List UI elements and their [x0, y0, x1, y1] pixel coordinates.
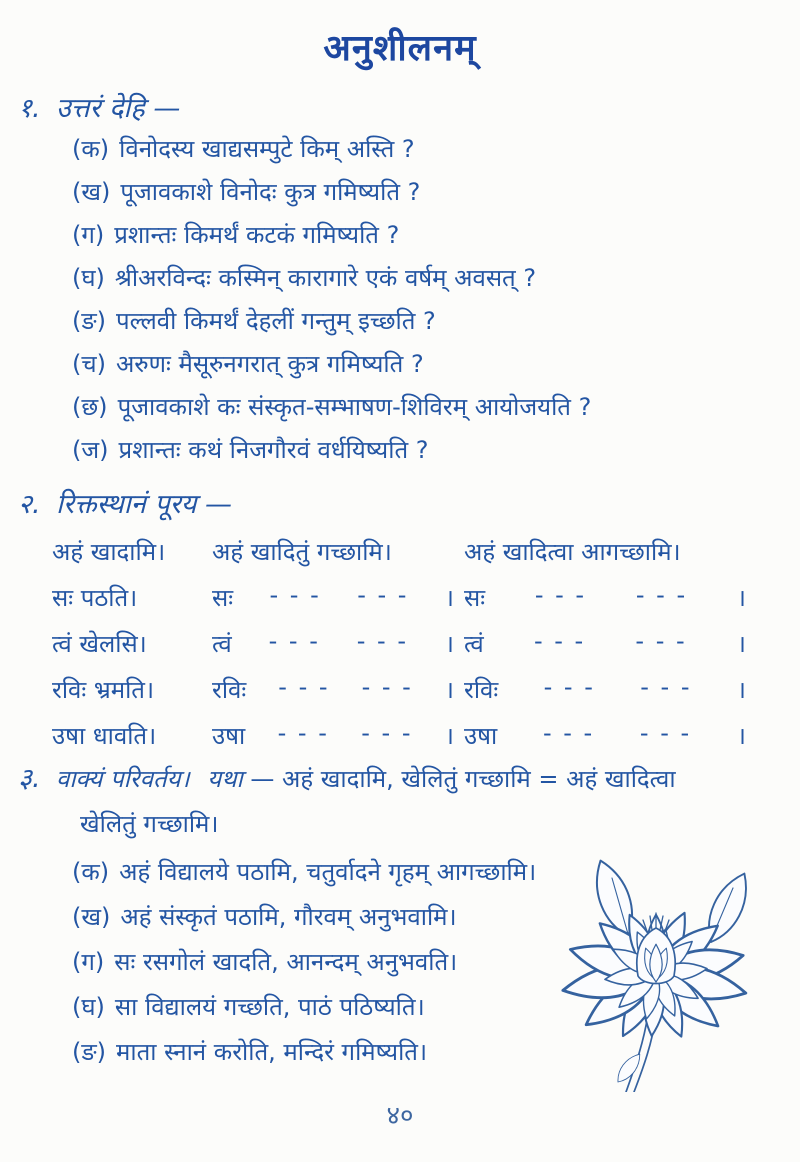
item-marker: (ङ): [72, 1038, 107, 1066]
row-subject: रविः: [464, 676, 499, 704]
question-item-1d: [72, 264, 800, 292]
danda-mark: ।: [444, 630, 454, 658]
page-title: अनुशीलनम्: [323, 28, 477, 69]
table-row-full: रविः भ्रमति।: [52, 676, 155, 704]
item-marker: (ख): [72, 178, 111, 206]
question-item-1f: [72, 350, 800, 378]
item-marker: (क): [72, 135, 110, 163]
section-answer-questions: [0, 88, 800, 479]
blank-dashes[interactable]: - - -: [534, 581, 587, 609]
blank-dashes[interactable]: - - -: [278, 673, 330, 701]
danda-mark: ।: [736, 630, 746, 658]
blank-dashes[interactable]: - - -: [356, 627, 408, 655]
blank-dashes[interactable]: - - -: [542, 719, 595, 747]
item-marker: (ख): [72, 903, 111, 931]
item-marker: (च): [72, 350, 106, 378]
table-row-blank: [212, 581, 464, 614]
item-text: अहं संस्कृतं पठामि, गौरवम् अनुभवामि।: [120, 903, 457, 931]
item-text: प्रशान्तः कथं निजगौरवं वर्धयिष्यति ?: [118, 436, 429, 464]
row-subject: सः: [464, 584, 486, 612]
table-header-col2: अहं खादितुं गच्छामि।: [212, 538, 392, 566]
section-1-heading: [0, 88, 800, 125]
item-text: पूजावकाशे विनोदः कुत्र गमिष्यति ?: [120, 178, 421, 206]
section-2-heading: [0, 484, 800, 521]
blank-dashes[interactable]: - - -: [269, 581, 321, 609]
section-3-number: ३.: [18, 763, 41, 794]
example-label: यथा: [207, 765, 243, 793]
row-subject: उषा: [212, 722, 246, 750]
dahlia-flower-illustration: [506, 856, 800, 1092]
item-marker: (घ): [72, 264, 105, 292]
table-row-blank: [464, 673, 756, 706]
section-2-title: रिक्तस्थानं पूरय —: [56, 489, 232, 520]
row-subject: उषा: [464, 722, 498, 750]
table-row-blank: [212, 719, 464, 752]
section-3-line: [56, 762, 676, 795]
table-row-blank: [464, 719, 756, 752]
blank-dashes[interactable]: - - -: [361, 719, 413, 747]
item-text: सः रसगोलं खादति, आनन्दम् अनुभवति।: [114, 948, 458, 976]
blank-dashes[interactable]: - - -: [639, 719, 692, 747]
item-marker: (ङ): [72, 307, 107, 335]
blank-dashes[interactable]: - - -: [268, 627, 320, 655]
row-subject: त्वं: [464, 630, 484, 658]
item-text: विनोदस्य खाद्यसम्पुटे किम् अस्ति ?: [119, 135, 415, 163]
danda-mark: ।: [444, 584, 454, 612]
table-row-full: सः पठति।: [52, 584, 138, 612]
row-subject: त्वं: [212, 630, 232, 658]
blank-dashes[interactable]: - - -: [533, 627, 586, 655]
question-item-1h: [72, 436, 800, 464]
item-marker: (घ): [72, 993, 105, 1021]
item-marker: (ज): [72, 436, 109, 464]
item-text: पल्लवी किमर्थं देहलीं गन्तुम् इच्छति ?: [116, 307, 436, 335]
question-item-1c: [72, 221, 800, 249]
section-fill-blanks: [0, 484, 800, 752]
table-row-blank: [212, 627, 464, 660]
section-1-number: १.: [18, 93, 41, 124]
example-text-line2: खेलितुं गच्छामि।: [80, 810, 219, 838]
danda-mark: ।: [736, 722, 746, 750]
fill-blanks-table: [52, 535, 800, 752]
question-list-1: [0, 135, 800, 464]
page-number: ४०: [386, 1101, 414, 1131]
danda-mark: ।: [444, 676, 454, 704]
question-item-1a: [72, 135, 800, 163]
row-subject: सः: [212, 584, 234, 612]
table-header-col3: अहं खादित्वा आगच्छामि।: [464, 538, 681, 566]
blank-dashes[interactable]: - - -: [640, 673, 692, 701]
table-header-col1: अहं खादामि।: [52, 538, 166, 566]
item-text: माता स्नानं करोति, मन्दिरं गमिष्यति।: [116, 1038, 428, 1066]
example-text: — अहं खादामि, खेलितुं गच्छामि = अहं खादित्वा: [250, 765, 676, 793]
blank-dashes[interactable]: - - -: [277, 719, 329, 747]
danda-mark: ।: [736, 584, 746, 612]
item-marker: (क): [72, 858, 110, 886]
blank-dashes[interactable]: - - -: [635, 581, 688, 609]
table-row-full: उषा धावति।: [52, 722, 157, 750]
section-1-title: उत्तरं देहि —: [56, 93, 181, 124]
danda-mark: ।: [736, 676, 746, 704]
question-item-1b: [72, 178, 800, 206]
row-subject: रविः: [212, 676, 247, 704]
question-item-1g: [72, 393, 800, 421]
item-text: अहं विद्यालये पठामि, चतुर्वादने गृहम् आगच्छामि।: [119, 858, 537, 886]
table-row-full: त्वं खेलसि।: [52, 630, 147, 658]
item-text: अरुणः मैसूरुनगरात् कुत्र गमिष्यति ?: [115, 350, 424, 378]
item-text: श्रीअरविन्दः कस्मिन् कारागारे एकं वर्षम् अवसत् ?: [114, 264, 537, 292]
table-row-blank: [212, 673, 464, 706]
section-3-heading: [0, 758, 800, 795]
blank-dashes[interactable]: - - -: [361, 673, 413, 701]
question-item-1e: [72, 307, 800, 335]
item-marker: (छ): [72, 393, 108, 421]
blank-dashes[interactable]: - - -: [635, 627, 687, 655]
table-row-blank: [464, 627, 756, 660]
section-3-title: वाक्यं परिवर्तय।: [56, 765, 190, 793]
blank-dashes[interactable]: - - -: [543, 673, 595, 701]
danda-mark: ।: [444, 722, 454, 750]
blank-dashes[interactable]: - - -: [357, 581, 409, 609]
item-text: प्रशान्तः किमर्थं कटकं गमिष्यति ?: [114, 221, 400, 249]
item-marker: (ग): [72, 948, 105, 976]
section-2-number: २.: [18, 489, 41, 520]
item-text: पूजावकाशे कः संस्कृत-सम्भाषण-शिविरम् आयोजयति ?: [117, 393, 592, 421]
table-row-blank: [464, 581, 756, 614]
item-text: सा विद्यालयं गच्छति, पाठं पठिष्यति।: [114, 993, 425, 1021]
item-marker: (ग): [72, 221, 105, 249]
